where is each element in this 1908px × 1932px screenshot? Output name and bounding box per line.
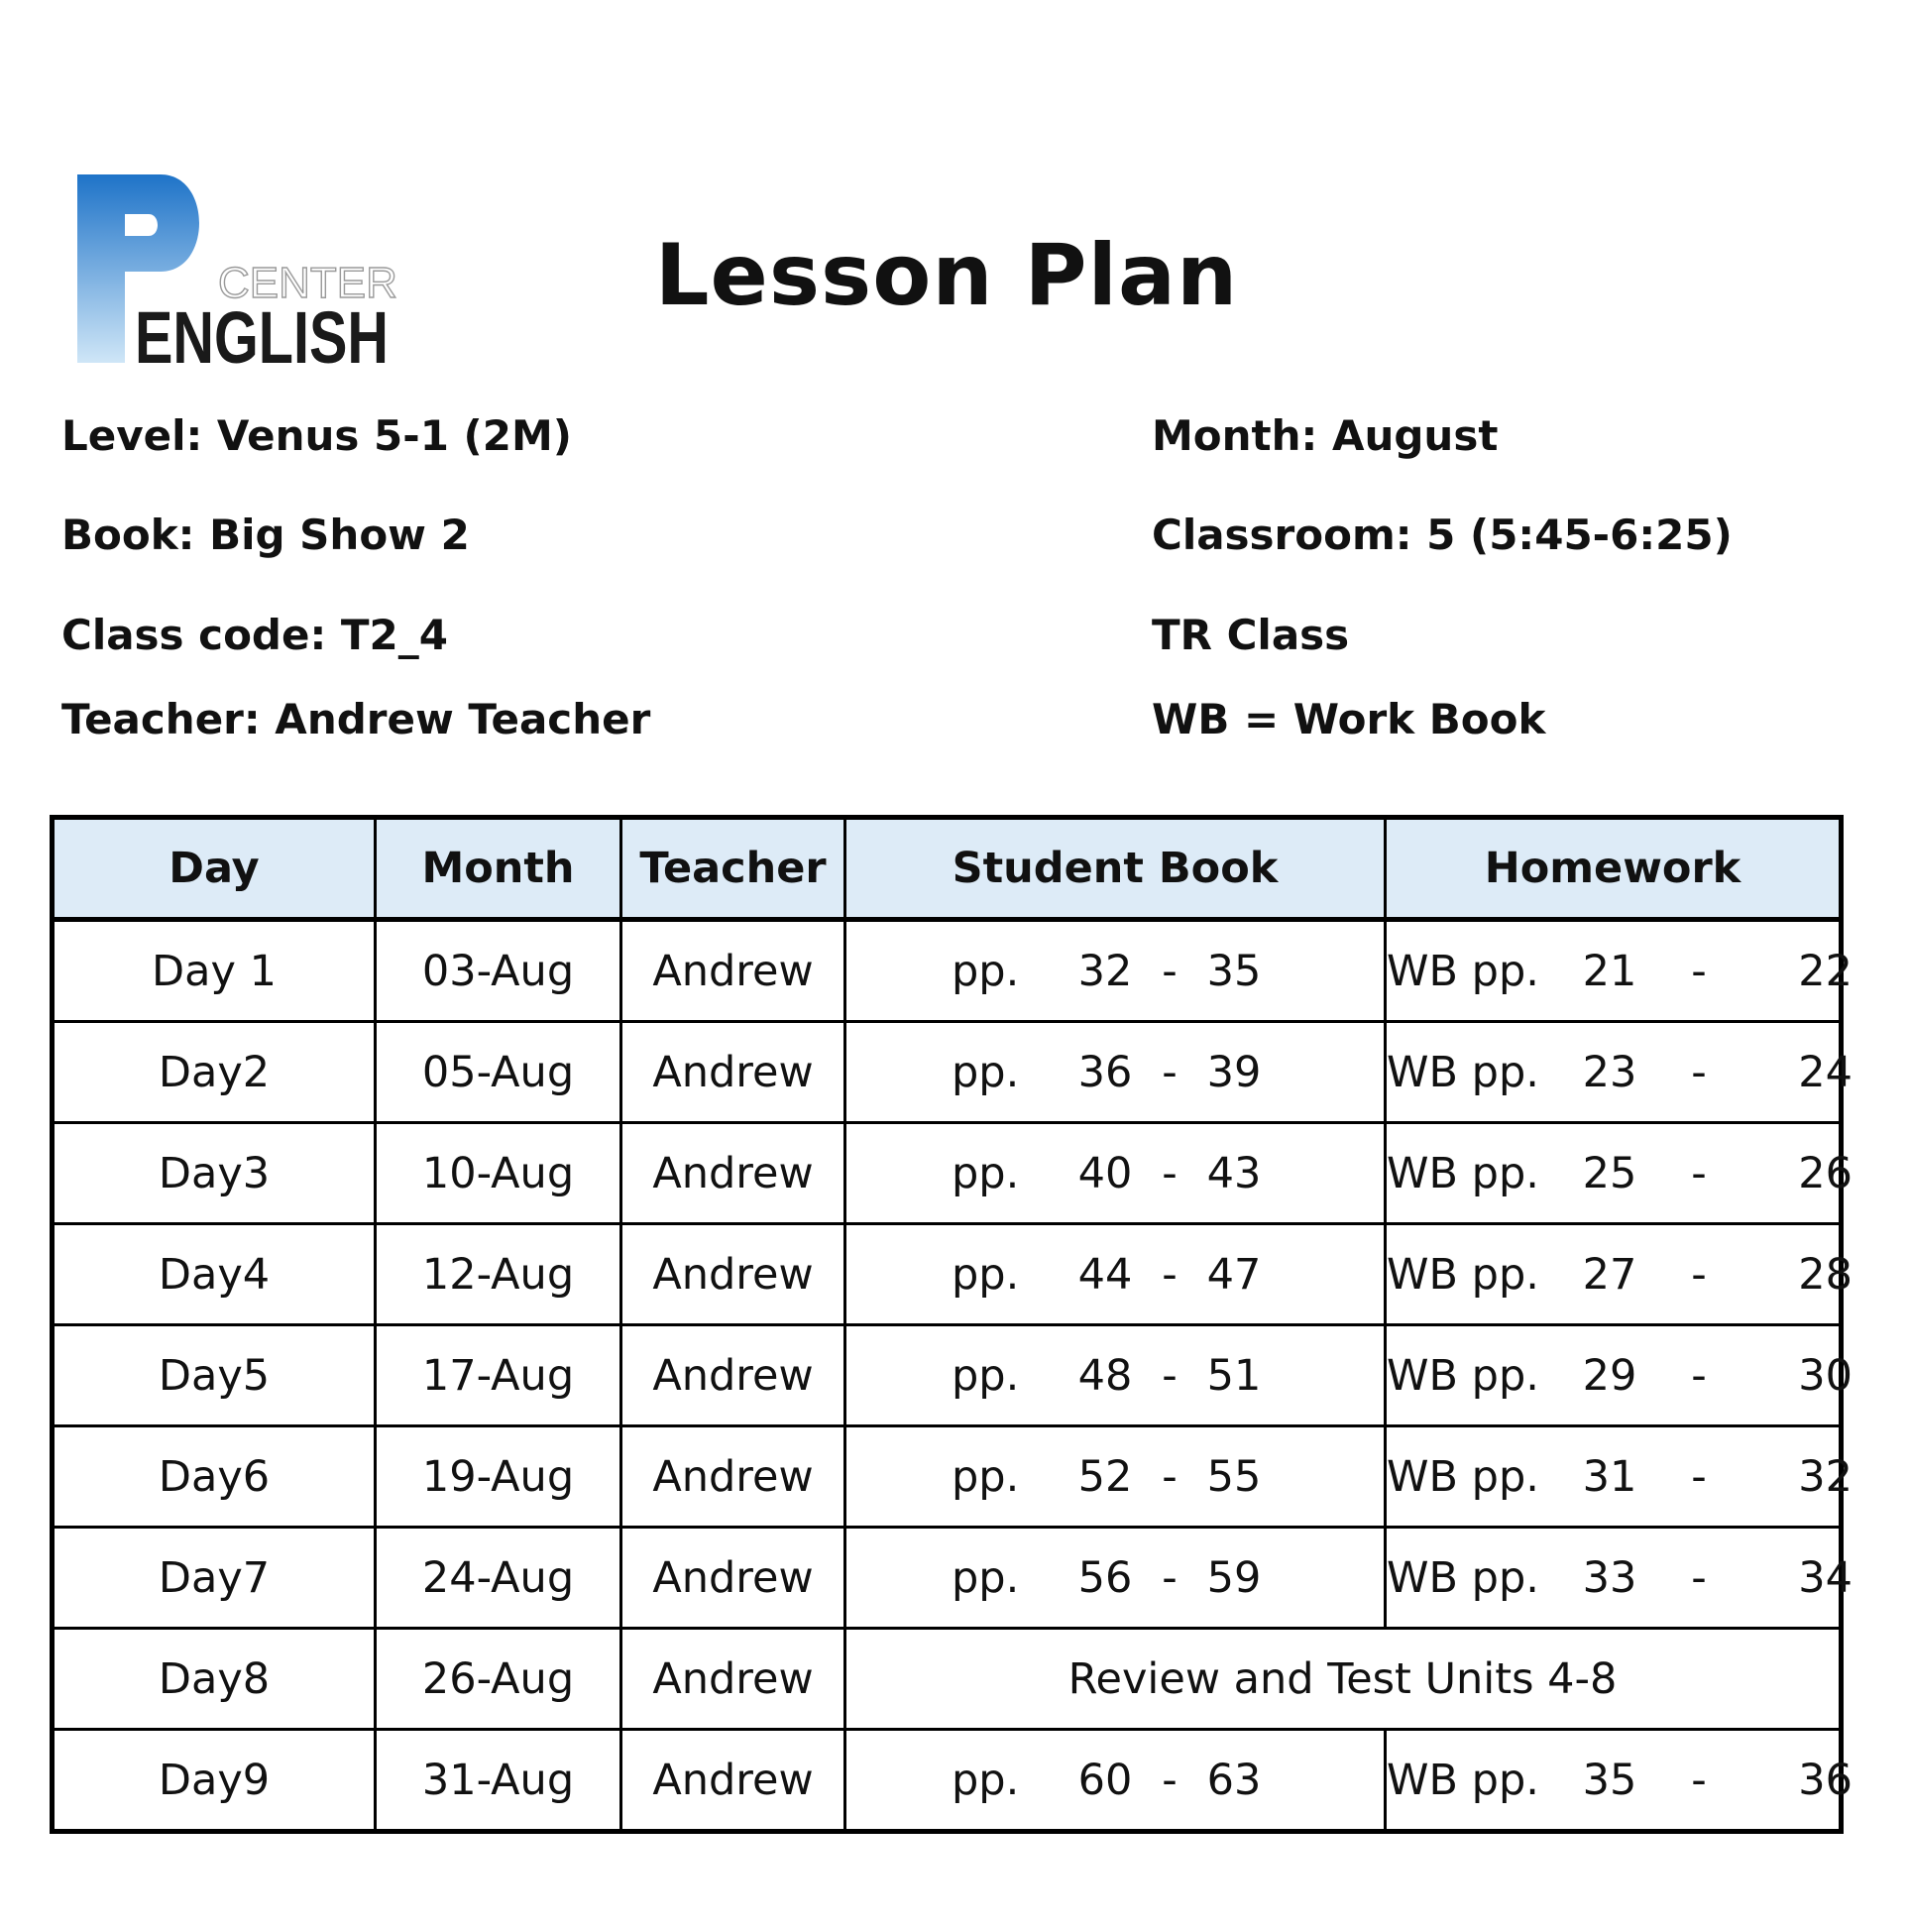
day-cell: Day3	[53, 1123, 376, 1224]
hw-from: 25	[1582, 1148, 1637, 1198]
hw-from: 27	[1582, 1249, 1637, 1300]
hw-sep: -	[1691, 1047, 1707, 1097]
hw-to: 22	[1798, 946, 1852, 996]
teacher-cell: Andrew	[621, 1730, 845, 1832]
hw-label: WB pp.	[1387, 1249, 1539, 1300]
page-title: Lesson Plan	[654, 226, 1239, 325]
sb-to: 43	[1206, 1148, 1262, 1198]
teacher-cell: Andrew	[621, 1528, 845, 1629]
hw-to: 34	[1798, 1552, 1852, 1603]
hw-from: 29	[1582, 1350, 1637, 1401]
sb-sep: -	[1162, 1755, 1178, 1805]
teacher-cell: Andrew	[621, 920, 845, 1022]
table-row	[53, 1528, 1842, 1629]
sb-to: 47	[1206, 1249, 1262, 1300]
hw-sep: -	[1691, 1148, 1707, 1198]
date-cell: 17-Aug	[376, 1325, 621, 1426]
date-cell: 24-Aug	[376, 1528, 621, 1629]
table-row	[53, 920, 1842, 1022]
student-book-cell	[845, 1224, 1386, 1325]
sb-from: 56	[1077, 1552, 1133, 1603]
table-row	[53, 1325, 1842, 1426]
sb-sep: -	[1162, 1451, 1178, 1502]
center-english-logo	[73, 172, 397, 379]
day-cell: Day4	[53, 1224, 376, 1325]
sb-label: pp.	[952, 1047, 1020, 1097]
date-cell: 31-Aug	[376, 1730, 621, 1832]
date-cell: 05-Aug	[376, 1022, 621, 1123]
student-book-cell	[845, 1528, 1386, 1629]
day-cell: Day8	[53, 1629, 376, 1730]
date-cell: 26-Aug	[376, 1629, 621, 1730]
header-month: Month	[376, 818, 621, 920]
sb-from: 52	[1077, 1451, 1133, 1502]
student-book-cell	[845, 1325, 1386, 1426]
sb-sep: -	[1162, 1249, 1178, 1300]
hw-to: 26	[1798, 1148, 1852, 1198]
sb-sep: -	[1162, 1350, 1178, 1401]
table-row	[53, 1730, 1842, 1832]
student-book-cell	[845, 1730, 1386, 1832]
day-cell: Day7	[53, 1528, 376, 1629]
sb-sep: -	[1162, 1047, 1178, 1097]
workbook-legend: WB = Work Book	[1152, 695, 1546, 743]
homework-cell	[1386, 1426, 1852, 1528]
table-row	[53, 1022, 1842, 1123]
teacher-cell: Andrew	[621, 1426, 845, 1528]
homework-cell	[1386, 1123, 1852, 1224]
hw-to: 32	[1798, 1451, 1852, 1502]
teacher-cell: Andrew	[621, 1629, 845, 1730]
hw-from: 35	[1582, 1755, 1637, 1805]
sb-label: pp.	[952, 1451, 1020, 1502]
hw-sep: -	[1691, 1350, 1707, 1401]
header-day: Day	[53, 818, 376, 920]
teacher-cell: Andrew	[621, 1022, 845, 1123]
homework-cell	[1386, 1022, 1852, 1123]
book-label: Book: Big Show 2	[61, 511, 470, 559]
hw-sep: -	[1691, 1552, 1707, 1603]
homework-cell	[1386, 920, 1852, 1022]
table-row	[53, 1224, 1842, 1325]
sb-from: 48	[1077, 1350, 1133, 1401]
sb-from: 32	[1077, 946, 1133, 996]
day-cell: Day6	[53, 1426, 376, 1528]
date-cell: 10-Aug	[376, 1123, 621, 1224]
sb-label: pp.	[952, 946, 1020, 996]
day-cell: Day5	[53, 1325, 376, 1426]
table-header-row	[53, 818, 1842, 920]
sb-sep: -	[1162, 1148, 1178, 1198]
header-teacher: Teacher	[621, 818, 845, 920]
sb-label: pp.	[952, 1249, 1020, 1300]
teacher-cell: Andrew	[621, 1123, 845, 1224]
teacher-cell: Andrew	[621, 1224, 845, 1325]
sb-to: 59	[1206, 1552, 1262, 1603]
sb-label: pp.	[952, 1552, 1020, 1603]
sb-to: 51	[1206, 1350, 1262, 1401]
sb-sep: -	[1162, 1552, 1178, 1603]
date-cell: 19-Aug	[376, 1426, 621, 1528]
hw-label: WB pp.	[1387, 1148, 1539, 1198]
hw-sep: -	[1691, 1249, 1707, 1300]
level-label: Level: Venus 5-1 (2M)	[61, 411, 572, 460]
hw-label: WB pp.	[1387, 1451, 1539, 1502]
hw-sep: -	[1691, 1451, 1707, 1502]
student-book-cell	[845, 1123, 1386, 1224]
sb-sep: -	[1162, 946, 1178, 996]
header-student-book: Student Book	[845, 818, 1386, 920]
sb-label: pp.	[952, 1148, 1020, 1198]
sb-to: 35	[1206, 946, 1262, 996]
hw-from: 31	[1582, 1451, 1637, 1502]
table-row	[53, 1123, 1842, 1224]
svg-text:ENGLISH: ENGLISH	[135, 296, 389, 379]
sb-from: 44	[1077, 1249, 1133, 1300]
sb-from: 36	[1077, 1047, 1133, 1097]
hw-to: 24	[1798, 1047, 1852, 1097]
homework-cell	[1386, 1224, 1852, 1325]
hw-from: 23	[1582, 1047, 1637, 1097]
hw-label: WB pp.	[1387, 1755, 1539, 1805]
teacher-cell: Andrew	[621, 1325, 845, 1426]
day-cell: Day9	[53, 1730, 376, 1832]
hw-sep: -	[1691, 946, 1707, 996]
hw-to: 36	[1798, 1755, 1852, 1805]
hw-to: 28	[1798, 1249, 1852, 1300]
hw-label: WB pp.	[1387, 946, 1539, 996]
hw-from: 21	[1582, 946, 1637, 996]
hw-sep: -	[1691, 1755, 1707, 1805]
class-type-label: TR Class	[1152, 611, 1350, 659]
hw-label: WB pp.	[1387, 1350, 1539, 1401]
review-test-cell: Review and Test Units 4-8	[845, 1629, 1842, 1730]
month-label: Month: August	[1152, 411, 1499, 460]
sb-to: 63	[1206, 1755, 1262, 1805]
student-book-cell	[845, 920, 1386, 1022]
lesson-plan-table	[50, 815, 1852, 1834]
homework-cell	[1386, 1730, 1852, 1832]
header-homework: Homework	[1386, 818, 1842, 920]
teacher-label: Teacher: Andrew Teacher	[61, 695, 651, 743]
day-cell: Day 1	[53, 920, 376, 1022]
hw-label: WB pp.	[1387, 1047, 1539, 1097]
classroom-label: Classroom: 5 (5:45-6:25)	[1152, 511, 1733, 559]
svg-text:CENTER: CENTER	[218, 259, 397, 307]
table-row	[53, 1629, 1842, 1730]
table-row	[53, 1426, 1842, 1528]
date-cell: 03-Aug	[376, 920, 621, 1022]
hw-from: 33	[1582, 1552, 1637, 1603]
homework-cell	[1386, 1325, 1852, 1426]
student-book-cell	[845, 1022, 1386, 1123]
hw-label: WB pp.	[1387, 1552, 1539, 1603]
sb-label: pp.	[952, 1350, 1020, 1401]
hw-to: 30	[1798, 1350, 1852, 1401]
class-code-label: Class code: T2_4	[61, 611, 448, 659]
sb-to: 39	[1206, 1047, 1262, 1097]
homework-cell	[1386, 1528, 1852, 1629]
student-book-cell	[845, 1426, 1386, 1528]
day-cell: Day2	[53, 1022, 376, 1123]
sb-label: pp.	[952, 1755, 1020, 1805]
sb-from: 60	[1077, 1755, 1133, 1805]
sb-to: 55	[1206, 1451, 1262, 1502]
sb-from: 40	[1077, 1148, 1133, 1198]
date-cell: 12-Aug	[376, 1224, 621, 1325]
